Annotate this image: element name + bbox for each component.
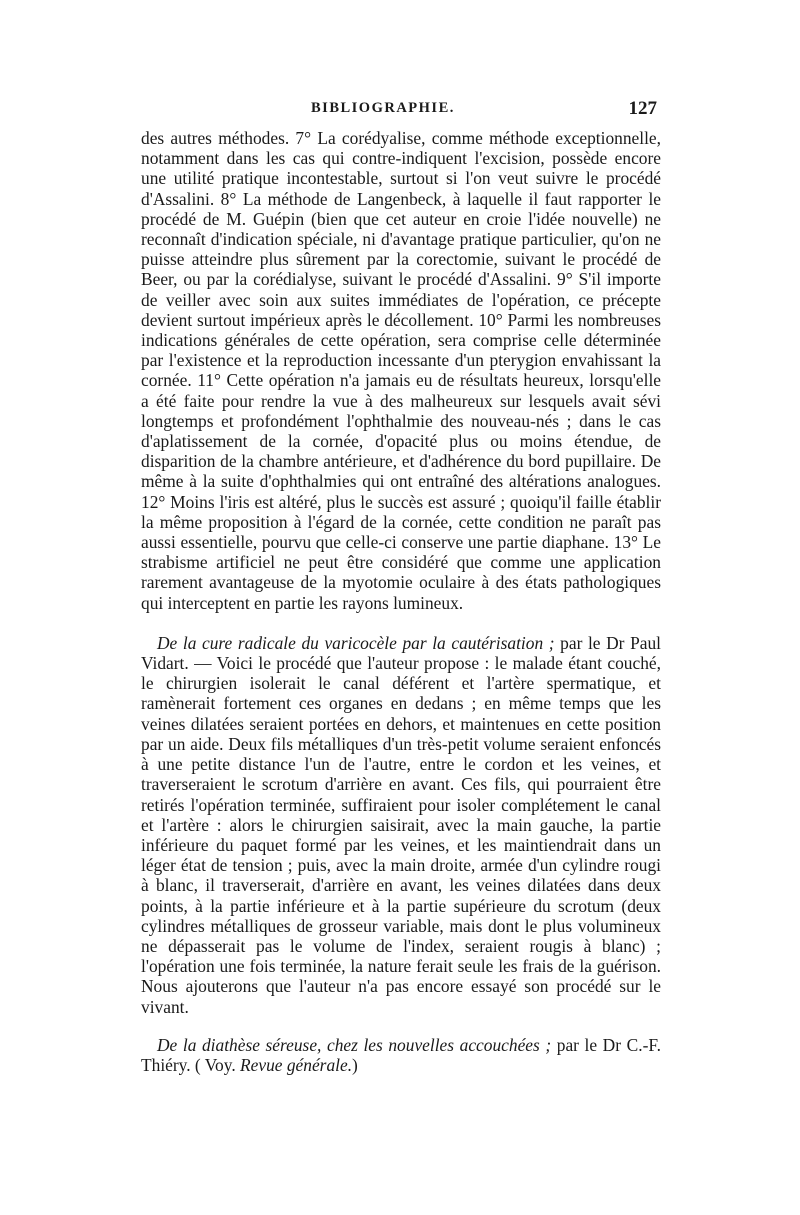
book-page [141,98,661,1075]
paragraph-diathese-ref: Revue générale. [240,1054,353,1075]
paragraph-diathese-text-b: ) [352,1054,358,1075]
paragraph-varicocele [141,633,661,1017]
paragraph-varicocele-title: De la cure radicale du varicocèle par la cautérisation ; [157,632,555,653]
page-number: 127 [628,98,657,119]
paragraph-continued: des autres méthodes. 7° La corédyalise, comme méthode exceptionnelle, notamment dans les cas qui contre-indiquent l'excision, possède encore une utilité pratique incontestable, surtout si l'on veut suivre le procédé d'Assalini. 8° La méthode de Langenbeck, à laquelle il faut rapporter le procédé de M. Guépin (bien que cet auteur en croie l'idée nouvelle) ne reconnaît d'indication spéciale, ni d'avantage pratique particulier, qu'on ne puisse atteindre plus sûrement par la corectomie, suivant le procédé de Beer, ou par la corédialyse, suivant le procédé d'Assalini. 9° S'il importe de veiller avec soin aux suites immédiates de l'opération, ce précepte devient surtout impérieux après le décollement. 10° Parmi les nombreuses indications générales de cette opération, sera comprise celle déterminée par l'existence et la reproduction incessante d'un pterygion envahissant la cornée. 11° Cette opération n'a jamais eu de résultats heureux, lorsqu'elle a été faite pour rendre la vue à des malheureux sur lesquels avait sévi longtemps et profondément l'ophthalmie des nouveau-nés ; dans le cas d'aplatissement de la cornée, d'opacité plus ou moins étendue, de disparition de la chambre antérieure, et d'adhérence du bord pupillaire. De même à la suite d'ophthalmies qui ont entraîné des altérations analogues. 12° Moins l'iris est altéré, plus le succès est assuré ; quoiqu'il faille établir la même proposition à l'égard de la cornée, cette condition ne paraît pas aussi essentielle, pourvu que celle-ci conserve une partie diaphane. 13° Le strabisme artificiel ne peut être considéré que comme une application rarement avantageuse de la myotomie oculaire à des états pathologiques qui interceptent en partie les rayons lumineux. [141,128,661,613]
running-head [141,98,661,128]
paragraph-diathese [141,1035,661,1075]
running-title: BIBLIOGRAPHIE. [311,100,455,116]
paragraph-diathese-title: De la diathèse séreuse, chez les nouvelles accouchées ; [157,1034,552,1055]
paragraph-varicocele-text: par le Dr Paul Vidart. — Voici le procédé que l'auteur propose : le malade étant couché, le chirurgien isolerait le canal déférent et l'artère spermatique, et ramènerait fortement ces organes en dedans ; en même temps que les veines dilatées seraient portées en dehors, et maintenues en cette position par un aide. Deux fils métalliques d'un très-petit volume seraient enfoncés à une petite distance l'un de l'autre, entre le cordon et les veines, et traverseraient le scrotum d'arrière en avant. Ces fils, qui pourraient être retirés l'opération terminée, suffiraient pour isoler complétement le canal et l'artère : alors le chirurgien saisirait, avec la main gauche, la partie inférieure du paquet formé par les veines, et les maintiendrait dans un léger état de tension ; puis, avec la main droite, armée d'un cylindre rougi à blanc, il traverserait, d'arrière en avant, les veines dilatées dans deux points, à la partie inférieure et à la partie supérieure du scrotum (deux cylindres métalliques de grosseur variable, mais dont le plus volumineux ne dépasserait pas le volume de l'index, seraient rougis à blanc) ; l'opération une fois terminée, la nature ferait seule les frais de la guérison. Nous ajouterons que l'auteur n'a pas encore essayé son procédé sur le vivant. [141,632,661,1017]
paragraph-diathese-text-a: par le Dr C.-F. Thiéry. ( Voy. [141,1034,661,1075]
